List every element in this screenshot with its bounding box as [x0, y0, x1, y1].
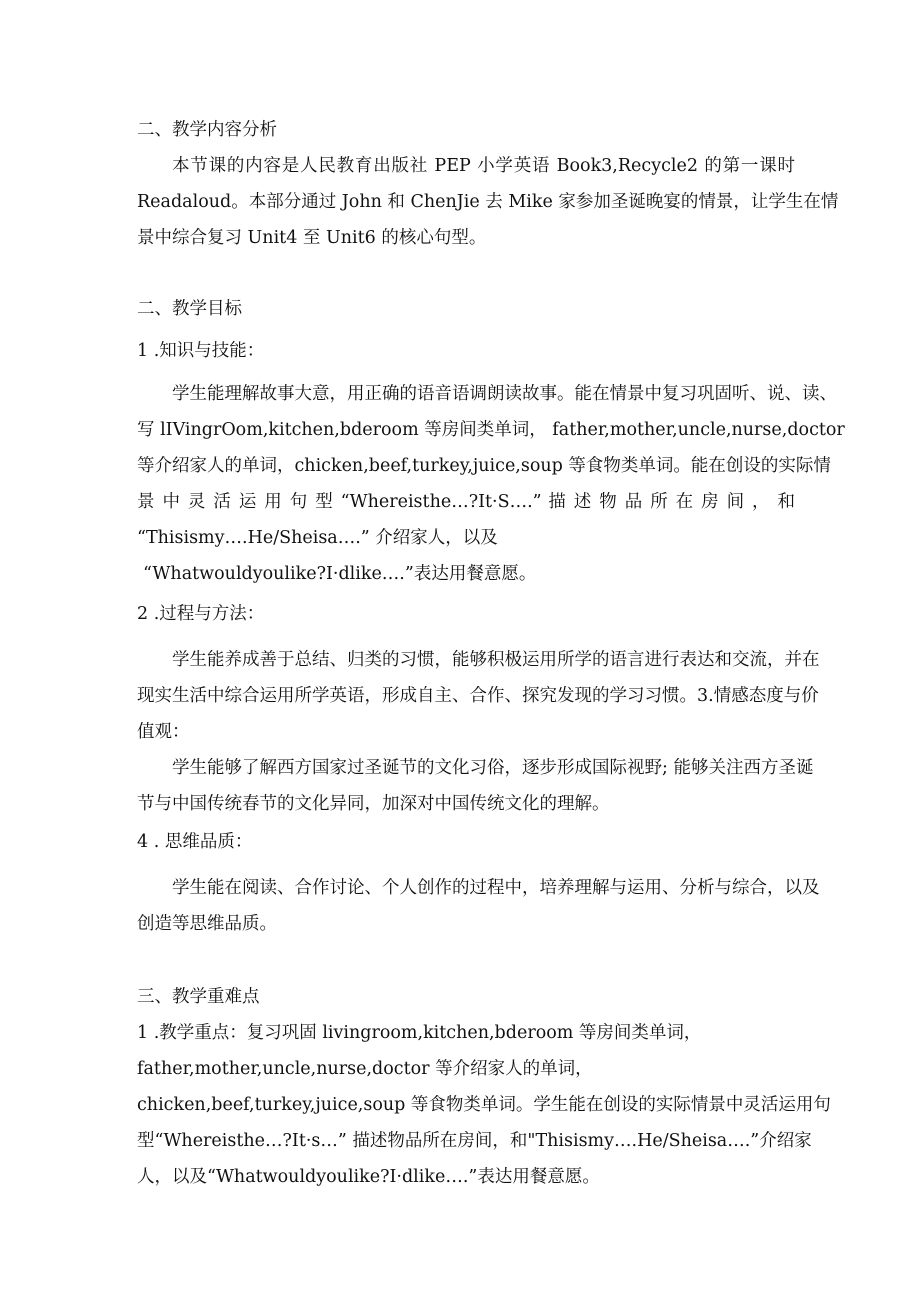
- item4-title: 4 . 思维品质：: [137, 832, 253, 852]
- section3-line: 1 .教学重点：复习巩固 livingroom,kitchen,bderoom 等房间类单词，: [137, 1023, 702, 1043]
- item2-line: 学生能够了解西方国家过圣诞节的文化习俗，逐步形成国际视野; 能够关注西方圣诞: [172, 758, 814, 778]
- section3-line: father,mother,uncle,nurse,doctor 等介绍家人的单词，: [137, 1059, 593, 1079]
- section3-heading: 三、教学重难点: [137, 987, 260, 1007]
- item4-line: 学生能在阅读、合作讨论、个人创作的过程中，培养理解与运用、分析与综合，以及: [172, 878, 820, 898]
- item2-line: 学生能养成善于总结、归类的习惯，能够积极运用所学的语言进行表达和交流，并在: [172, 650, 820, 670]
- section3-line: 人，以及“Whatwouldyoulike?I·dlike….”表达用餐意愿。: [137, 1167, 600, 1187]
- section3-line: chicken,beef,turkey,juice,soup 等食物类单词。学生能在创设的实际情景中灵活运用句: [137, 1095, 831, 1115]
- item1-line: 写 lIVingrOom,kitchen,bderoom 等房间类单词， father,mother,uncle,nurse,doctor: [137, 420, 845, 440]
- item2-line: 节与中国传统春节的文化异同，加深对中国传统文化的理解。: [137, 794, 610, 814]
- section2-heading: 二、教学目标: [137, 299, 242, 319]
- item1-line: 学生能理解故事大意，用正确的语音语调朗读故事。能在情景中复习巩固听、说、读、: [172, 384, 837, 404]
- item1-line: 景 中 灵 活 运 用 句 型 “Whereisthe…?It·S….” 描 述 物 品 所 在 房 间 ， 和: [137, 492, 795, 512]
- item1-title: 1 .知识与技能：: [137, 341, 265, 361]
- section1-line: 本节课的内容是人民教育出版社 PEP 小学英语 Book3,Recycle2 的第一课时: [172, 156, 795, 176]
- item4-line: 创造等思维品质。: [137, 914, 277, 934]
- section1-line: 景中综合复习 Unit4 至 Unit6 的核心句型。: [137, 228, 487, 248]
- section1-line: Readaloud。本部分通过 John 和 ChenJie 去 Mike 家参加圣诞晚宴的情景，让学生在情: [137, 192, 839, 212]
- item2-line: 现实生活中综合运用所学英语，形成自主、合作、探究发现的学习习惯。3.情感态度与价: [137, 686, 819, 706]
- item1-line: “Thisismy….He/Sheisa….” 介绍家人，以及: [137, 528, 498, 548]
- section1-heading: 二、教学内容分析: [137, 120, 277, 140]
- item2-title: 2 .过程与方法：: [137, 604, 265, 624]
- section3-line: 型“Whereisthe…?It·s…” 描述物品所在房间，和"Thisismy….He/Sheisa….”介绍家: [137, 1131, 812, 1151]
- item1-line: 等介绍家人的单词，chicken,beef,turkey,juice,soup 等食物类单词。能在创设的实际情: [137, 456, 831, 476]
- item1-line: “Whatwouldyoulike?I·dlike….”表达用餐意愿。: [143, 564, 537, 584]
- item2-line: 值观：: [137, 722, 190, 742]
